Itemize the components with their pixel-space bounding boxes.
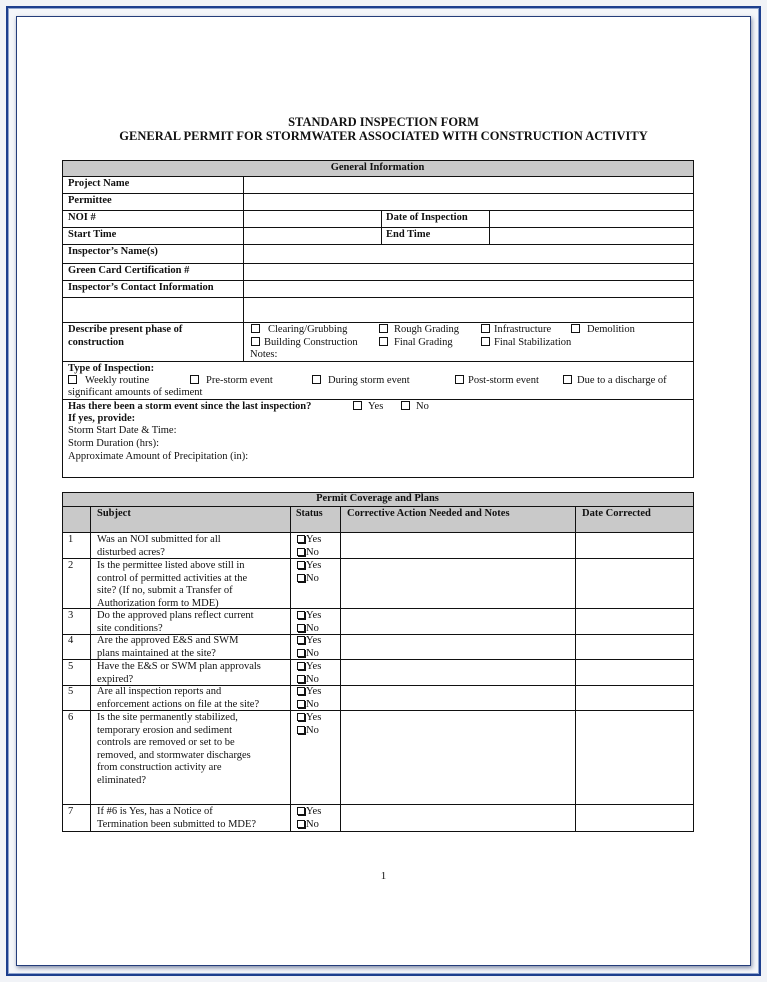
row-subject: Are all inspection reports and enforcement actions on file at the site? xyxy=(97,686,260,710)
status-yes[interactable]: Yes xyxy=(297,534,321,547)
row-subject: Have the E&S or SWM plan approvals expired? xyxy=(97,661,261,685)
row-number: 3 xyxy=(68,610,74,621)
checkbox-icon[interactable] xyxy=(297,662,305,670)
status-no[interactable]: No xyxy=(297,819,321,832)
phase-option-building-construction[interactable]: Building Construction xyxy=(251,337,358,349)
permittee-label: Permittee xyxy=(68,195,112,206)
date-of-inspection-field[interactable] xyxy=(490,211,693,227)
general-header: General Information xyxy=(330,162,425,173)
column-corrective-action: Corrective Action Needed and Notes xyxy=(347,508,510,519)
noi-field[interactable] xyxy=(244,211,381,227)
status-no[interactable]: No xyxy=(297,547,321,560)
checkbox-icon[interactable] xyxy=(297,726,305,734)
row-status[interactable] xyxy=(297,635,321,660)
permittee-field[interactable] xyxy=(244,194,693,210)
status-no[interactable]: No xyxy=(297,699,321,712)
if-yes-label: If yes, provide: xyxy=(68,413,136,424)
storm-yes-option[interactable]: Yes xyxy=(353,401,383,413)
checkbox-icon[interactable] xyxy=(297,624,305,632)
checkbox-icon[interactable] xyxy=(297,675,305,683)
checkbox-icon[interactable] xyxy=(297,548,305,556)
form-subtitle: GENERAL PERMIT FOR STORMWATER ASSOCIATED WITH CONSTRUCTION ACTIVITY xyxy=(119,129,648,143)
checkbox-icon[interactable] xyxy=(297,611,305,619)
checkbox-icon[interactable] xyxy=(481,324,490,333)
row-number: 4 xyxy=(68,635,74,646)
type-of-inspection-label: Type of Inspection: xyxy=(68,363,155,374)
checkbox-icon[interactable] xyxy=(297,574,305,582)
green-card-field[interactable] xyxy=(244,264,693,280)
row-number: 2 xyxy=(68,560,74,571)
status-yes[interactable]: Yes xyxy=(297,661,321,674)
row-number: 5 xyxy=(68,686,74,697)
row-number: 1 xyxy=(68,534,74,545)
page-number: 1 xyxy=(380,870,387,882)
row-status[interactable] xyxy=(297,712,321,737)
phase-label-line1: Describe present phase of xyxy=(68,324,183,335)
row-subject: If #6 is Yes, has a Notice of Termination been submitted to MDE? xyxy=(97,806,257,830)
phase-option-demolition[interactable]: Demolition xyxy=(571,324,635,336)
phase-option-clearing[interactable]: Clearing/Grubbing xyxy=(251,324,347,336)
status-yes[interactable]: Yes xyxy=(297,560,321,573)
checkbox-icon[interactable] xyxy=(571,324,580,333)
permit-header: Permit Coverage and Plans xyxy=(316,493,439,504)
checkbox-icon[interactable] xyxy=(563,375,572,384)
phase-option-infrastructure[interactable]: Infrastructure xyxy=(481,324,551,336)
status-yes[interactable]: Yes xyxy=(297,712,321,725)
phase-option-final-stabilization[interactable]: Final Stabilization xyxy=(481,337,571,349)
checkbox-icon[interactable] xyxy=(297,649,305,657)
row-number: 5 xyxy=(68,661,74,672)
row-subject: Do the approved plans reflect current site conditions? xyxy=(97,610,254,634)
end-time-label: End Time xyxy=(386,229,431,240)
row-subject: Is the site permanently stabilized, temporary erosion and sediment controls are removed or set to be removed, and stormwater discharges from construction activity are eliminated? xyxy=(97,712,251,786)
type-option-discharge[interactable]: Due to a discharge of xyxy=(563,375,667,387)
checkbox-icon[interactable] xyxy=(297,700,305,708)
type-option-post-storm[interactable]: Post-storm event xyxy=(455,375,539,387)
status-yes[interactable]: Yes xyxy=(297,635,321,648)
row-subject: Are the approved E&S and SWM plans maintained at the site? xyxy=(97,635,239,659)
row-number: 6 xyxy=(68,712,74,723)
storm-question: Has there been a storm event since the last inspection? xyxy=(68,401,312,412)
checkbox-icon[interactable] xyxy=(401,401,410,410)
checkbox-icon[interactable] xyxy=(353,401,362,410)
type-option-pre-storm[interactable]: Pre-storm event xyxy=(190,375,273,387)
phase-option-final-grading[interactable]: Final Grading xyxy=(379,337,453,349)
checkbox-icon[interactable] xyxy=(297,820,305,828)
start-time-field[interactable] xyxy=(244,228,381,244)
row-status[interactable] xyxy=(297,610,321,635)
precipitation-label: Approximate Amount of Precipitation (in): xyxy=(68,451,249,462)
checkbox-icon[interactable] xyxy=(455,375,464,384)
row-status[interactable] xyxy=(297,806,321,831)
checkbox-icon[interactable] xyxy=(481,337,490,346)
type-option-during-storm[interactable]: During storm event xyxy=(312,375,410,387)
inspectors-names-label: Inspector’s Name(s) xyxy=(68,246,158,257)
checkbox-icon[interactable] xyxy=(379,337,388,346)
row-subject: Was an NOI submitted for all disturbed acres? xyxy=(97,534,221,558)
checkbox-icon[interactable] xyxy=(379,324,388,333)
contact-info-field[interactable] xyxy=(244,281,693,322)
green-card-label: Green Card Certification # xyxy=(68,265,190,276)
storm-start-label: Storm Start Date & Time: xyxy=(68,425,177,436)
row-number: 7 xyxy=(68,806,74,817)
checkbox-icon[interactable] xyxy=(297,687,305,695)
phase-label-line2: construction xyxy=(68,337,124,348)
checkbox-icon[interactable] xyxy=(297,636,305,644)
status-no[interactable]: No xyxy=(297,648,321,661)
inspectors-names-field[interactable] xyxy=(244,245,693,263)
contact-info-label: Inspector’s Contact Information xyxy=(68,282,214,293)
phase-option-rough-grading[interactable]: Rough Grading xyxy=(379,324,459,336)
date-of-inspection-label: Date of Inspection xyxy=(386,212,468,223)
row-subject: Is the permittee listed above still in control of permitted activities at the site? (If no, submit a Transfer of Authorization form to MDE) xyxy=(97,560,248,609)
status-no[interactable]: No xyxy=(297,573,321,586)
column-date-corrected: Date Corrected xyxy=(582,508,651,519)
checkbox-icon[interactable] xyxy=(297,561,305,569)
form-title: STANDARD INSPECTION FORM xyxy=(288,115,479,129)
checkbox-icon[interactable] xyxy=(297,535,305,543)
row-status[interactable] xyxy=(297,686,321,711)
status-no[interactable]: No xyxy=(297,623,321,636)
noi-label: NOI # xyxy=(68,212,96,223)
storm-duration-label: Storm Duration (hrs): xyxy=(68,438,159,449)
checkbox-icon[interactable] xyxy=(297,807,305,815)
project-name-field[interactable] xyxy=(244,177,693,193)
end-time-field[interactable] xyxy=(490,228,693,244)
column-status: Status xyxy=(296,508,323,519)
row-status[interactable] xyxy=(297,661,321,686)
checkbox-icon[interactable] xyxy=(190,375,199,384)
checkbox-icon[interactable] xyxy=(312,375,321,384)
status-no[interactable]: No xyxy=(297,725,321,738)
notes-label: Notes: xyxy=(250,349,278,360)
status-yes[interactable]: Yes xyxy=(297,610,321,623)
type-continuation: significant amounts of sediment xyxy=(68,387,203,398)
column-subject: Subject xyxy=(97,508,131,519)
checkbox-icon[interactable] xyxy=(251,324,260,333)
start-time-label: Start Time xyxy=(68,229,117,240)
status-yes[interactable]: Yes xyxy=(297,686,321,699)
row-status[interactable] xyxy=(297,560,321,585)
type-option-weekly[interactable]: Weekly routine xyxy=(68,375,149,387)
checkbox-icon[interactable] xyxy=(68,375,77,384)
project-name-label: Project Name xyxy=(68,178,130,189)
checkbox-icon[interactable] xyxy=(297,713,305,721)
row-status[interactable] xyxy=(297,534,321,559)
status-no[interactable]: No xyxy=(297,674,321,687)
storm-no-option[interactable]: No xyxy=(401,401,429,413)
status-yes[interactable]: Yes xyxy=(297,806,321,819)
checkbox-icon[interactable] xyxy=(251,337,260,346)
